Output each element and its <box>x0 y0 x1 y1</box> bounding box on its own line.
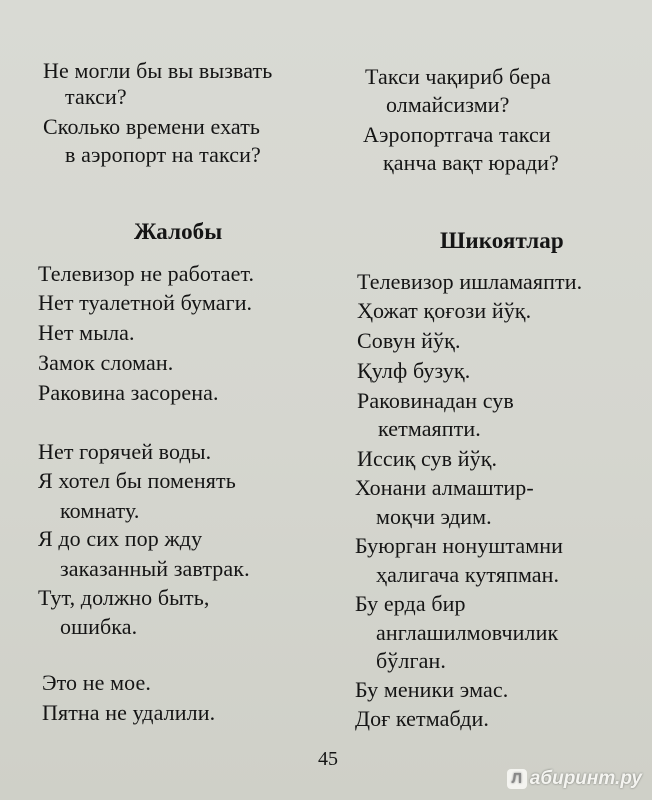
right-line: Хонани алмаштир- <box>355 475 534 500</box>
left-line: заказанный завтрак. <box>60 556 250 581</box>
left-line: Я до сих пор жду <box>38 526 203 551</box>
right-line: Телевизор ишламаяпти. <box>357 269 583 294</box>
right-line: ҳалигача кутяпман. <box>376 562 560 587</box>
right-line: Совун йўқ. <box>357 328 461 353</box>
right-line: бўлган. <box>376 648 446 673</box>
left-line: в аэропорт на такси? <box>65 142 261 167</box>
watermark <box>507 768 642 790</box>
right-line: Ҳожат қоғози йўқ. <box>357 298 532 323</box>
left-line: комнату. <box>60 498 140 523</box>
left-line: Пятна не удалили. <box>42 700 216 725</box>
left-line: Не могли бы вы вызвать <box>43 58 273 83</box>
right-line: Такси чақириб бера <box>365 64 551 89</box>
left-line: такси? <box>65 84 127 109</box>
left-line: Сколько времени ехать <box>43 114 261 139</box>
right-section-heading: Шикоятлар <box>440 228 564 253</box>
watermark-text: абиринт.ру <box>529 768 642 789</box>
right-line: Бу ерда бир <box>355 591 466 616</box>
left-line: Нет мыла. <box>38 320 135 345</box>
left-line: Замок сломан. <box>38 350 174 375</box>
right-line: олмайсизми? <box>386 92 510 117</box>
right-line: қанча вақт юради? <box>383 150 559 175</box>
left-line: Я хотел бы поменять <box>38 468 236 493</box>
right-line: англашилмовчилик <box>376 620 559 645</box>
right-line: Доғ кетмабди. <box>355 706 489 731</box>
left-line: Это не мое. <box>42 670 151 695</box>
left-line: Тут, должно быть, <box>38 585 210 610</box>
right-line: Бу меники эмас. <box>355 677 509 702</box>
page-number: 45 <box>318 748 338 770</box>
labirint-logo-icon: Л <box>507 769 527 789</box>
left-line: Нет туалетной бумаги. <box>38 290 253 315</box>
right-line: Аэропортгача такси <box>363 122 551 147</box>
left-line: Нет горячей воды. <box>38 439 212 464</box>
left-line: Раковина засорена. <box>38 380 219 405</box>
left-section-heading: Жалобы <box>134 219 223 244</box>
right-line: Раковинадан сув <box>357 388 514 413</box>
right-line: Буюрган нонуштамни <box>355 533 563 558</box>
right-line: Қулф бузуқ. <box>357 358 471 383</box>
right-line: моқчи эдим. <box>376 504 492 529</box>
left-line: ошибка. <box>60 614 138 639</box>
right-line: кетмаяпти. <box>378 416 481 441</box>
right-line: Иссиқ сув йўқ. <box>357 446 498 471</box>
left-line: Телевизор не работает. <box>38 261 255 286</box>
